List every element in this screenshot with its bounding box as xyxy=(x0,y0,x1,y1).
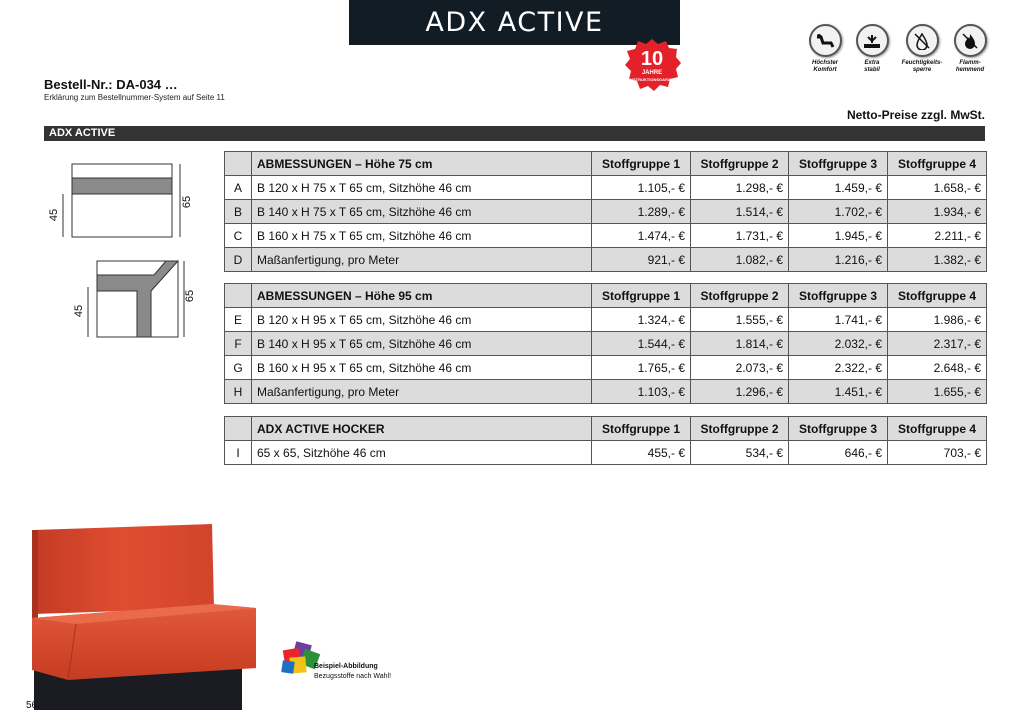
price-table-75 xyxy=(224,151,987,272)
row-price: 1.289,- € xyxy=(592,200,691,224)
row-description: B 160 x H 75 x T 65 cm, Sitzhöhe 46 cm xyxy=(252,224,592,248)
row-letter: A xyxy=(225,176,252,200)
guarantee-seal xyxy=(623,38,681,92)
row-price: 2.073,- € xyxy=(691,356,789,380)
section-bar: ADX ACTIVE xyxy=(44,126,985,141)
row-price: 1.814,- € xyxy=(691,332,789,356)
row-price: 703,- € xyxy=(888,441,987,465)
row-letter: E xyxy=(225,308,252,332)
row-description: B 140 x H 75 x T 65 cm, Sitzhöhe 46 cm xyxy=(252,200,592,224)
row-price: 1.382,- € xyxy=(888,248,987,272)
row-letter: B xyxy=(225,200,252,224)
net-prices-note: Netto-Preise zzgl. MwSt. xyxy=(846,108,985,122)
header-group-3: Stoffgruppe 3 xyxy=(789,152,888,176)
page-number: 56 xyxy=(26,700,38,711)
header-dimensions: ABMESSUNGEN – Höhe 95 cm xyxy=(252,284,592,308)
brand-title: ADX ACTIVE xyxy=(425,7,604,38)
row-price: 1.324,- € xyxy=(592,308,691,332)
table-row xyxy=(225,248,987,272)
row-price: 1.103,- € xyxy=(592,380,691,404)
guarantee-text: KONSTRUKTIONSGARANTIE xyxy=(624,77,680,82)
stable-icon xyxy=(856,24,889,57)
row-price: 1.082,- € xyxy=(691,248,789,272)
row-price: 1.765,- € xyxy=(592,356,691,380)
price-table-95 xyxy=(224,283,987,404)
order-explanation: Erklärung zum Bestellnummer-System auf Seite 11 xyxy=(44,93,225,102)
row-price: 455,- € xyxy=(592,441,691,465)
row-letter: F xyxy=(225,332,252,356)
header-group-2: Stoffgruppe 2 xyxy=(691,417,789,441)
sample-note xyxy=(314,662,391,682)
table-row xyxy=(225,224,987,248)
row-letter: C xyxy=(225,224,252,248)
row-price: 1.655,- € xyxy=(888,380,987,404)
table-row xyxy=(225,380,987,404)
table-row xyxy=(225,308,987,332)
row-letter: I xyxy=(225,441,252,465)
table-header xyxy=(225,152,987,176)
row-price: 1.451,- € xyxy=(789,380,888,404)
header-group-2: Stoffgruppe 2 xyxy=(691,152,789,176)
row-price: 2.211,- € xyxy=(888,224,987,248)
row-price: 1.986,- € xyxy=(888,308,987,332)
corner-height-left: 45 xyxy=(73,304,86,318)
row-price: 1.298,- € xyxy=(691,176,789,200)
bench-product-image xyxy=(28,522,260,714)
table-row xyxy=(225,200,987,224)
header-group-3: Stoffgruppe 3 xyxy=(789,417,888,441)
row-price: 2.648,- € xyxy=(888,356,987,380)
row-price: 1.658,- € xyxy=(888,176,987,200)
row-price: 1.945,- € xyxy=(789,224,888,248)
row-price: 2.322,- € xyxy=(789,356,888,380)
header-group-3: Stoffgruppe 3 xyxy=(789,284,888,308)
table-header xyxy=(225,417,987,441)
comfort-icon xyxy=(809,24,842,57)
row-price: 1.731,- € xyxy=(691,224,789,248)
feature-label: Komfort xyxy=(813,67,837,73)
row-description: B 120 x H 95 x T 65 cm, Sitzhöhe 46 cm xyxy=(252,308,592,332)
row-price: 1.216,- € xyxy=(789,248,888,272)
moisture-barrier-icon xyxy=(906,24,939,57)
feature-label: sperre xyxy=(912,67,932,73)
row-price: 646,- € xyxy=(789,441,888,465)
corner-bench-diagram xyxy=(80,255,190,345)
row-price: 1.934,- € xyxy=(888,200,987,224)
row-price: 1.514,- € xyxy=(691,200,789,224)
guarantee-number: 10 xyxy=(640,48,664,70)
header-group-4: Stoffgruppe 4 xyxy=(888,284,987,308)
straight-bench-diagram xyxy=(55,158,195,243)
header-group-1: Stoffgruppe 1 xyxy=(592,284,691,308)
table-header xyxy=(225,284,987,308)
straight-height-right: 65 xyxy=(181,195,194,209)
row-description: B 140 x H 95 x T 65 cm, Sitzhöhe 46 cm xyxy=(252,332,592,356)
order-number: Bestell-Nr.: DA-034 … xyxy=(44,77,178,92)
row-price: 1.296,- € xyxy=(691,380,789,404)
feature-label: hemmend xyxy=(955,67,985,73)
header-dimensions: ABMESSUNGEN – Höhe 75 cm xyxy=(252,152,592,176)
table-row xyxy=(225,441,987,465)
feature-flame xyxy=(945,24,995,74)
feature-label: Höchster xyxy=(811,60,838,66)
feature-stable xyxy=(847,24,897,74)
price-table-hocker xyxy=(224,416,987,465)
straight-height-left: 45 xyxy=(48,208,61,222)
header-group-4: Stoffgruppe 4 xyxy=(888,152,987,176)
guarantee-years: JAHRE xyxy=(641,70,663,76)
row-price: 534,- € xyxy=(691,441,789,465)
header-group-2: Stoffgruppe 2 xyxy=(691,284,789,308)
row-letter: D xyxy=(225,248,252,272)
row-price: 2.317,- € xyxy=(888,332,987,356)
header-group-4: Stoffgruppe 4 xyxy=(888,417,987,441)
table-row xyxy=(225,356,987,380)
feature-moisture xyxy=(897,24,947,74)
sample-line-2: Bezugsstoffe nach Wahl! xyxy=(314,673,392,680)
row-description: Maßanfertigung, pro Meter xyxy=(252,248,592,272)
feature-label: Extra xyxy=(864,60,880,66)
feature-label: Flamm- xyxy=(959,60,981,66)
corner-height-right: 65 xyxy=(184,289,197,303)
feature-label: Feuchtigkeits- xyxy=(901,60,943,66)
row-description: B 160 x H 95 x T 65 cm, Sitzhöhe 46 cm xyxy=(252,356,592,380)
row-price: 1.544,- € xyxy=(592,332,691,356)
row-price: 921,- € xyxy=(592,248,691,272)
feature-label: stabil xyxy=(864,67,880,73)
row-description: 65 x 65, Sitzhöhe 46 cm xyxy=(252,441,592,465)
row-description: B 120 x H 75 x T 65 cm, Sitzhöhe 46 cm xyxy=(252,176,592,200)
row-price: 1.459,- € xyxy=(789,176,888,200)
row-price: 1.555,- € xyxy=(691,308,789,332)
table-row xyxy=(225,176,987,200)
sample-line-1: Beispiel-Abbildung xyxy=(314,663,378,670)
header-dimensions: ADX ACTIVE HOCKER xyxy=(252,417,592,441)
feature-comfort xyxy=(800,24,850,74)
row-letter: H xyxy=(225,380,252,404)
row-letter: G xyxy=(225,356,252,380)
row-description: Maßanfertigung, pro Meter xyxy=(252,380,592,404)
row-price: 1.105,- € xyxy=(592,176,691,200)
row-price: 1.741,- € xyxy=(789,308,888,332)
table-row xyxy=(225,332,987,356)
flame-retardant-icon xyxy=(954,24,987,57)
header-group-1: Stoffgruppe 1 xyxy=(592,152,691,176)
header-group-1: Stoffgruppe 1 xyxy=(592,417,691,441)
row-price: 1.474,- € xyxy=(592,224,691,248)
row-price: 1.702,- € xyxy=(789,200,888,224)
row-price: 2.032,- € xyxy=(789,332,888,356)
